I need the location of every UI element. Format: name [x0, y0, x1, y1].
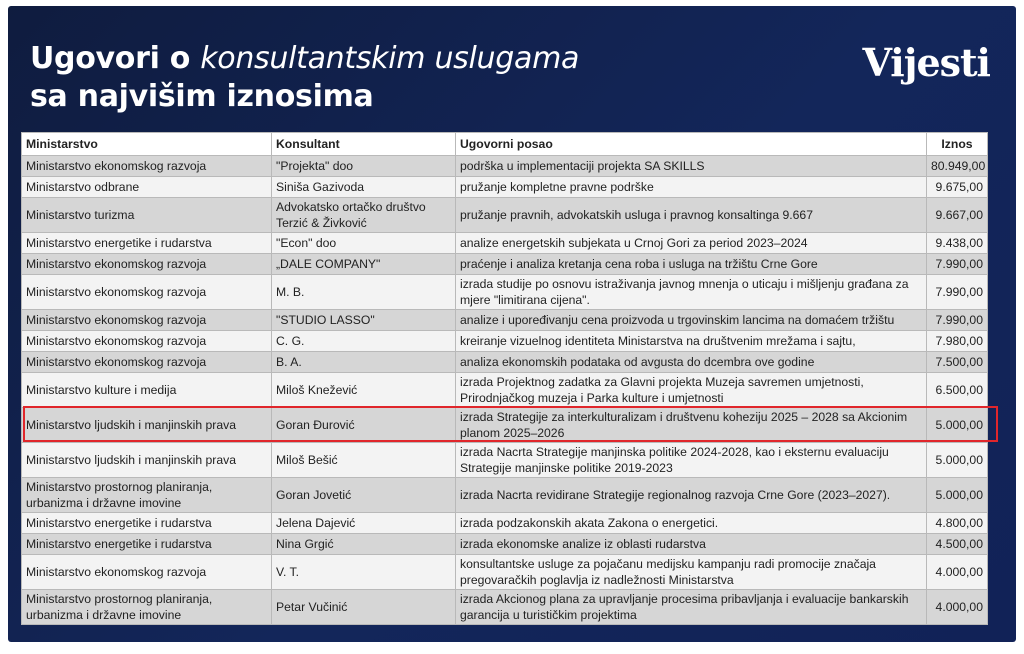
table-row — [22, 331, 988, 352]
table-row — [22, 513, 988, 534]
cell-konsultant: "Econ" doo — [272, 233, 456, 254]
table-row — [22, 443, 988, 478]
cell-iznos: 9.438,00 — [927, 233, 988, 254]
table-row — [22, 254, 988, 275]
table-row — [22, 555, 988, 590]
infographic-title — [30, 40, 579, 116]
cell-ministarstvo: Ministarstvo prostornog planiranja, urbanizma i državne imovine — [22, 590, 272, 625]
cell-konsultant: Siniša Gazivoda — [272, 177, 456, 198]
cell-ministarstvo: Ministarstvo ekonomskog razvoja — [22, 156, 272, 177]
cell-konsultant: Advokatsko ortačko društvo Terzić & Živković — [272, 198, 456, 233]
cell-konsultant: Nina Grgić — [272, 534, 456, 555]
cell-ugovorni-posao: izrada Projektnog zadatka za Glavni projekta Muzeja savremen umjetnosti, Prirodnjačkog muzeja i Parka kulture i umjetnosti — [456, 373, 927, 408]
cell-ministarstvo: Ministarstvo energetike i rudarstva — [22, 534, 272, 555]
cell-konsultant: C. G. — [272, 331, 456, 352]
cell-konsultant: M. B. — [272, 275, 456, 310]
cell-ugovorni-posao: praćenje i analiza kretanja cena roba i usluga na tržištu Crne Gore — [456, 254, 927, 275]
cell-ugovorni-posao: analiza ekonomskih podataka od avgusta do dcembra ove godine — [456, 352, 927, 373]
cell-konsultant: Miloš Knežević — [272, 373, 456, 408]
cell-iznos: 80.949,00 — [927, 156, 988, 177]
cell-konsultant: „DALE COMPANY" — [272, 254, 456, 275]
table-row — [22, 590, 988, 625]
cell-ministarstvo: Ministarstvo ekonomskog razvoja — [22, 275, 272, 310]
table-row — [22, 373, 988, 408]
cell-konsultant: "Projekta" doo — [272, 156, 456, 177]
header-iznos: Iznos — [927, 133, 988, 156]
cell-ministarstvo: Ministarstvo ekonomskog razvoja — [22, 310, 272, 331]
cell-iznos: 5.000,00 — [927, 478, 988, 513]
cell-iznos: 7.990,00 — [927, 254, 988, 275]
table-row — [22, 233, 988, 254]
cell-konsultant: Miloš Bešić — [272, 443, 456, 478]
cell-iznos: 4.000,00 — [927, 555, 988, 590]
cell-ugovorni-posao: konsultantske usluge za pojačanu medijsku kampanju radi promocije značaja pregovaračkih poglavlja iz nadležnosti Ministarstva — [456, 555, 927, 590]
header-konsultant: Konsultant — [272, 133, 456, 156]
cell-ministarstvo: Ministarstvo ekonomskog razvoja — [22, 331, 272, 352]
contracts-table — [21, 132, 988, 625]
cell-ministarstvo: Ministarstvo ljudskih i manjinskih prava — [22, 408, 272, 443]
cell-ugovorni-posao: izrada Nacrta Strategije manjinska politike 2024-2028, kao i eksternu evaluaciju Strategije manjinske politike 2019-2023 — [456, 443, 927, 478]
table-row — [22, 177, 988, 198]
vijesti-logo: Vijesti — [862, 40, 990, 85]
cell-ugovorni-posao: pružanje kompletne pravne podrške — [456, 177, 927, 198]
cell-iznos: 4.800,00 — [927, 513, 988, 534]
cell-iznos: 7.980,00 — [927, 331, 988, 352]
cell-ugovorni-posao: pružanje pravnih, advokatskih usluga i pravnog konsaltinga 9.667 — [456, 198, 927, 233]
title-bold: Ugovori o — [30, 41, 201, 76]
header-ministarstvo: Ministarstvo — [22, 133, 272, 156]
cell-ugovorni-posao: analize i upoređivanju cena proizvoda u trgovinskim lancima na domaćem tržištu — [456, 310, 927, 331]
cell-iznos: 4.500,00 — [927, 534, 988, 555]
cell-ugovorni-posao: podrška u implementaciji projekta SA SKILLS — [456, 156, 927, 177]
cell-ministarstvo: Ministarstvo ekonomskog razvoja — [22, 254, 272, 275]
cell-ministarstvo: Ministarstvo energetike i rudarstva — [22, 513, 272, 534]
table-header-row — [22, 133, 988, 156]
cell-konsultant: Goran Đurović — [272, 408, 456, 443]
cell-ugovorni-posao: izrada ekonomske analize iz oblasti rudarstva — [456, 534, 927, 555]
cell-ugovorni-posao: izrada studije po osnovu istraživanja javnog mnenja o uticaju i mišljenju građana za mjere "limitirana cijena". — [456, 275, 927, 310]
cell-ministarstvo: Ministarstvo ekonomskog razvoja — [22, 555, 272, 590]
cell-ministarstvo: Ministarstvo energetike i rudarstva — [22, 233, 272, 254]
cell-ministarstvo: Ministarstvo prostornog planiranja, urbanizma i državne imovine — [22, 478, 272, 513]
cell-ministarstvo: Ministarstvo ekonomskog razvoja — [22, 352, 272, 373]
table-row — [22, 478, 988, 513]
table-row — [22, 198, 988, 233]
table-row — [22, 310, 988, 331]
table-row — [22, 275, 988, 310]
cell-konsultant: V. T. — [272, 555, 456, 590]
cell-ugovorni-posao: izrada podzakonskih akata Zakona o energetici. — [456, 513, 927, 534]
table-row — [22, 156, 988, 177]
cell-konsultant: Goran Jovetić — [272, 478, 456, 513]
cell-ministarstvo: Ministarstvo kulture i medija — [22, 373, 272, 408]
cell-ministarstvo: Ministarstvo turizma — [22, 198, 272, 233]
title-line2: sa najvišim iznosima — [30, 79, 374, 114]
cell-iznos: 7.990,00 — [927, 275, 988, 310]
table-row — [22, 534, 988, 555]
cell-iznos: 7.990,00 — [927, 310, 988, 331]
cell-ministarstvo: Ministarstvo ljudskih i manjinskih prava — [22, 443, 272, 478]
cell-iznos: 5.000,00 — [927, 408, 988, 443]
table-body — [22, 156, 988, 625]
cell-konsultant: Petar Vučinić — [272, 590, 456, 625]
title-italic: konsultantskim uslugama — [200, 41, 580, 76]
cell-ugovorni-posao: izrada Nacrta revidirane Strategije regionalnog razvoja Crne Gore (2023–2027). — [456, 478, 927, 513]
cell-ugovorni-posao: izrada Strategije za interkulturalizam i društvenu koheziju 2025 – 2028 sa Akcionim planom 2025–2026 — [456, 408, 927, 443]
table-row — [22, 408, 988, 443]
cell-ugovorni-posao: analize energetskih subjekata u Crnoj Gori za period 2023–2024 — [456, 233, 927, 254]
header-ugovorni-posao: Ugovorni posao — [456, 133, 927, 156]
cell-iznos: 6.500,00 — [927, 373, 988, 408]
cell-konsultant: "STUDIO LASSO" — [272, 310, 456, 331]
cell-iznos: 5.000,00 — [927, 443, 988, 478]
cell-iznos: 9.675,00 — [927, 177, 988, 198]
cell-konsultant: B. A. — [272, 352, 456, 373]
cell-iznos: 9.667,00 — [927, 198, 988, 233]
cell-konsultant: Jelena Dajević — [272, 513, 456, 534]
cell-ministarstvo: Ministarstvo odbrane — [22, 177, 272, 198]
cell-iznos: 4.000,00 — [927, 590, 988, 625]
table-row — [22, 352, 988, 373]
cell-ugovorni-posao: kreiranje vizuelnog identiteta Ministarstva na društvenim mrežama i sajtu, — [456, 331, 927, 352]
cell-iznos: 7.500,00 — [927, 352, 988, 373]
cell-ugovorni-posao: izrada Akcionog plana za upravljanje procesima pribavljanja i evaluacije bankarskih garancija u turističkim projektima — [456, 590, 927, 625]
